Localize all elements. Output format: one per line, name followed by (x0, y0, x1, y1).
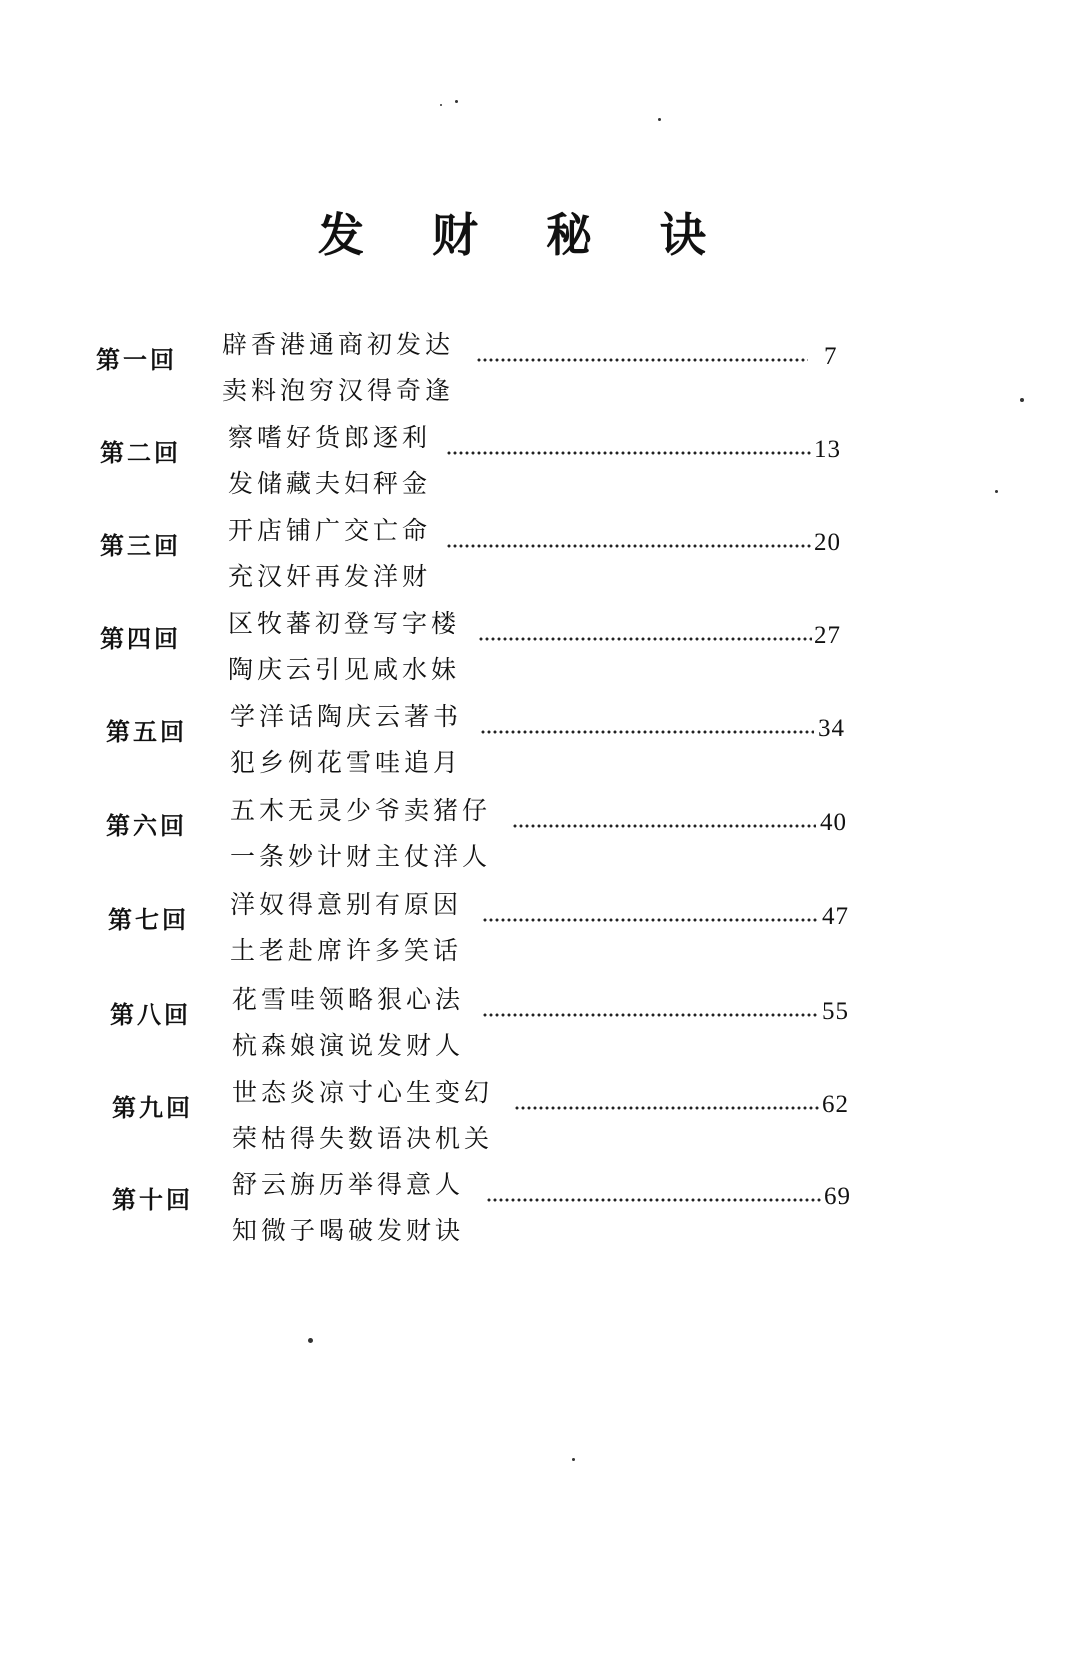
toc-entry-9 (0, 1070, 1080, 1164)
chapter-title-line-2: 陶庆云引见咸水妹 (228, 655, 461, 684)
chapter-titles (228, 601, 460, 693)
chapter-title-line-2: 犯乡例花雪哇追月 (230, 748, 463, 777)
chapter-number: 第九回 (112, 1093, 193, 1122)
chapter-title-line-2: 土老赴席许多笑话 (230, 936, 463, 965)
chapter-title-line-1: 洋奴得意别有原因 (230, 890, 463, 919)
toc-entry-7 (0, 882, 1080, 976)
dot-leader (478, 633, 812, 645)
chapter-title-line-2: 知微子喝破发财诀 (232, 1216, 465, 1245)
toc-entry-2 (0, 415, 1080, 509)
chapter-titles (228, 415, 431, 507)
toc-entry-10 (0, 1162, 1080, 1256)
dot-leader (486, 1194, 822, 1206)
scan-speck (658, 118, 661, 121)
dot-leader (480, 726, 814, 738)
chapter-number: 第五回 (106, 717, 187, 746)
chapter-titles (232, 1070, 493, 1162)
dot-leader (476, 354, 808, 366)
chapter-title-line-1: 五木无灵少爷卖猪仔 (230, 796, 492, 825)
chapter-title-line-1: 学洋话陶庆云著书 (230, 702, 463, 731)
chapter-titles (232, 1162, 464, 1254)
page-number: 55 (822, 998, 849, 1025)
chapter-title-line-1: 开店铺广交亡命 (228, 516, 432, 545)
chapter-titles (228, 508, 431, 600)
dot-leader (482, 1009, 818, 1021)
chapter-title-line-1: 区牧蕃初登写字楼 (228, 609, 461, 638)
chapter-number: 第八回 (110, 1000, 191, 1029)
page-number: 34 (818, 715, 845, 742)
scan-speck (455, 100, 458, 103)
chapter-number: 第二回 (100, 438, 181, 467)
toc-entry-5 (0, 694, 1080, 788)
dot-leader (512, 820, 816, 832)
page-number: 20 (814, 529, 841, 556)
chapter-titles (230, 694, 462, 786)
page-number: 69 (824, 1183, 851, 1210)
chapter-title-line-1: 花雪哇领略狠心法 (232, 985, 465, 1014)
chapter-number: 第三回 (100, 531, 181, 560)
chapter-titles (222, 322, 454, 414)
dot-leader (514, 1102, 820, 1114)
scan-speck (995, 490, 998, 493)
chapter-title-line-2: 一条妙计财主仗洋人 (230, 842, 492, 871)
chapter-number: 第十回 (112, 1185, 193, 1214)
chapter-number: 第六回 (106, 811, 187, 840)
chapter-titles (232, 977, 464, 1069)
toc-entry-3 (0, 508, 1080, 602)
chapter-title-line-1: 辟香港通商初发达 (222, 330, 455, 359)
chapter-title-line-1: 察嗜好货郎逐利 (228, 423, 432, 452)
toc-entry-1 (0, 322, 1080, 416)
page-number: 27 (814, 622, 841, 649)
toc-entry-6 (0, 788, 1080, 882)
chapter-number: 第四回 (100, 624, 181, 653)
chapter-number: 第七回 (108, 905, 189, 934)
chapter-title-line-2: 杭森娘演说发财人 (232, 1031, 465, 1060)
dot-leader (446, 540, 812, 552)
page-number: 13 (814, 436, 841, 463)
chapter-titles (230, 882, 462, 974)
toc-entry-4 (0, 601, 1080, 695)
page-number: 40 (820, 809, 847, 836)
chapter-title-line-2: 荣枯得失数语决机关 (232, 1124, 494, 1153)
chapter-title-line-2: 充汉奸再发洋财 (228, 562, 432, 591)
scan-speck (440, 104, 442, 106)
chapter-titles (230, 788, 491, 880)
page-number: 47 (822, 903, 849, 930)
page-number: 62 (822, 1091, 849, 1118)
scan-speck (572, 1458, 575, 1461)
chapter-title-line-1: 世态炎凉寸心生变幻 (232, 1078, 494, 1107)
chapter-title-line-2: 卖料泡穷汉得奇逢 (222, 376, 455, 405)
page-number: 7 (824, 343, 838, 370)
chapter-title-line-2: 发储藏夫妇秤金 (228, 469, 432, 498)
dot-leader (482, 914, 818, 926)
scan-speck (1020, 398, 1024, 402)
toc-entry-8 (0, 977, 1080, 1071)
scan-speck (308, 1338, 313, 1343)
chapter-number: 第一回 (96, 345, 177, 374)
page-title: 发 财 秘 诀 (318, 208, 733, 262)
dot-leader (446, 447, 812, 459)
chapter-title-line-1: 舒云旃历举得意人 (232, 1170, 465, 1199)
